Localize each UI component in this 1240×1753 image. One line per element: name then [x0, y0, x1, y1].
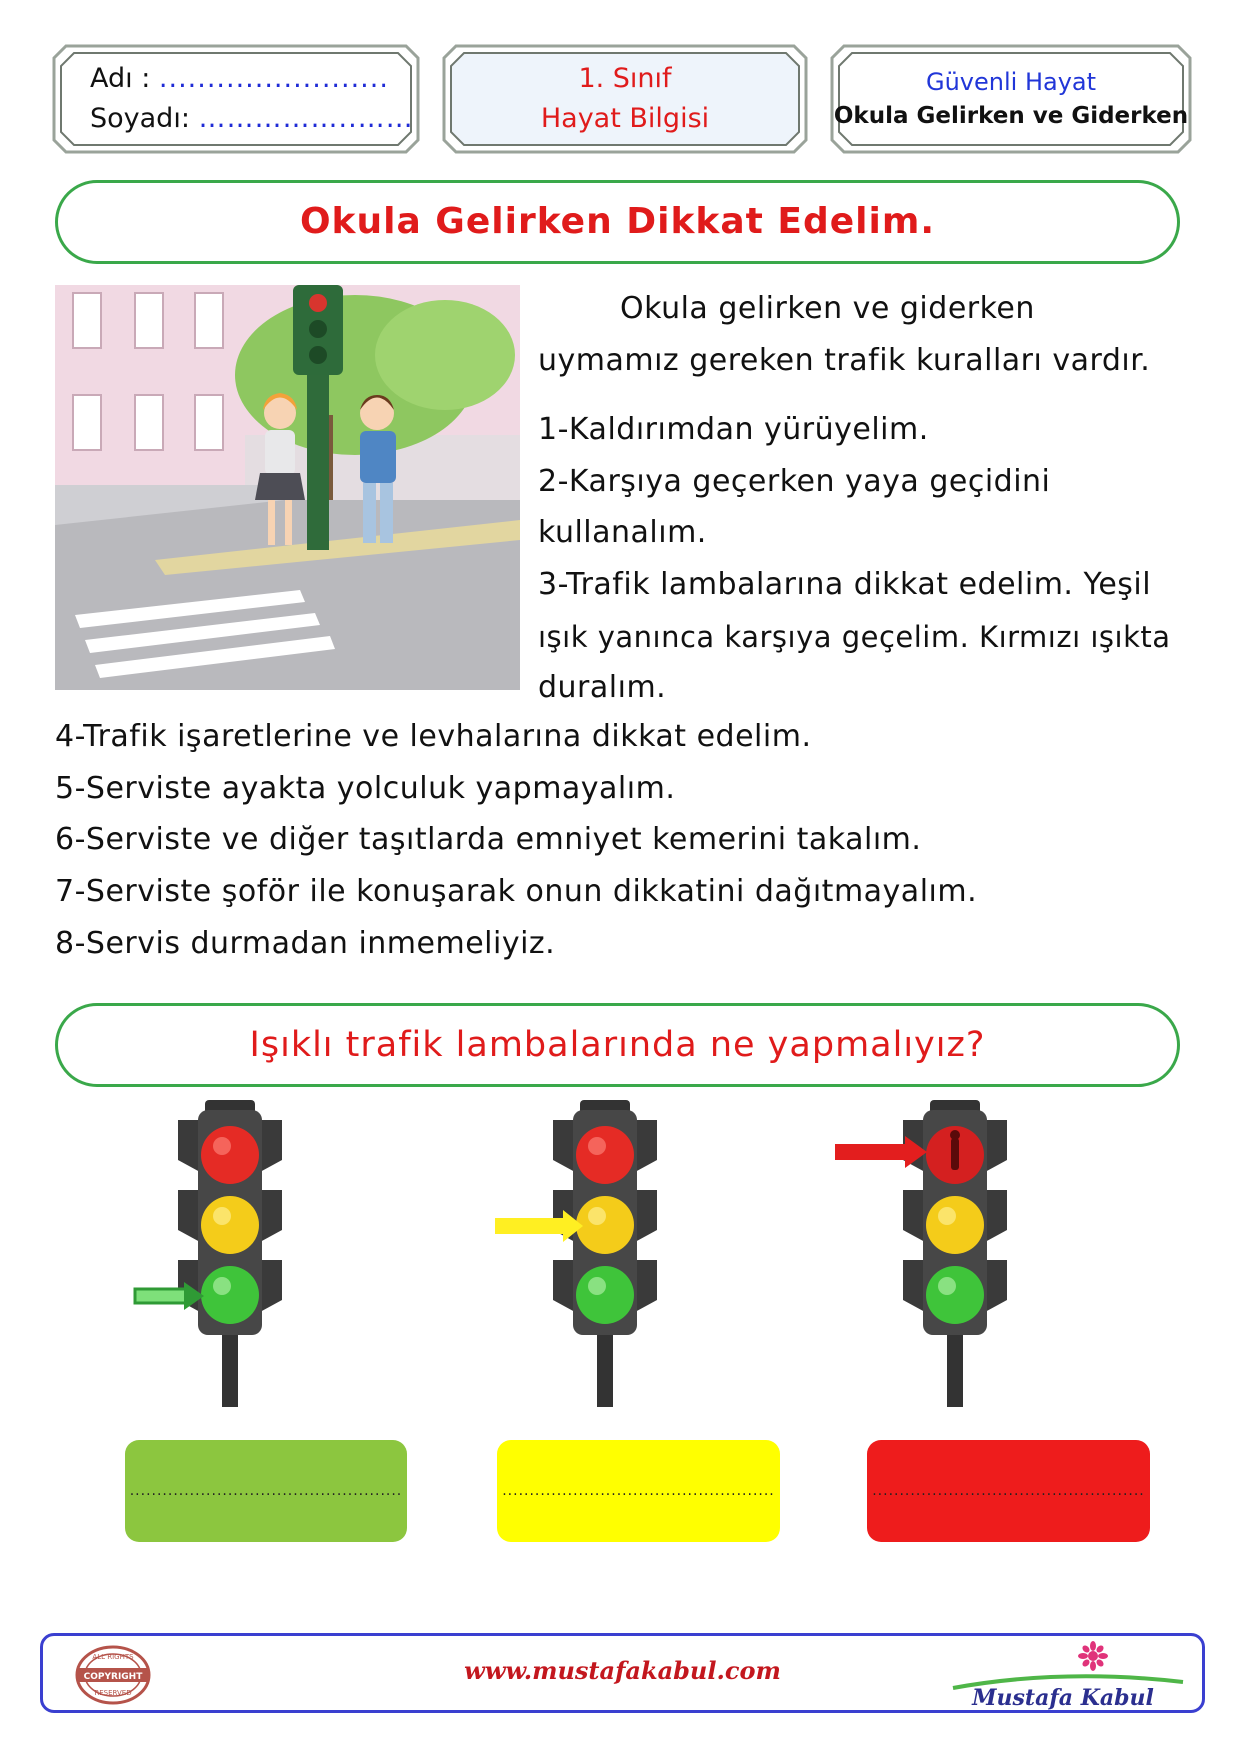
question-banner: Işıklı trafik lambalarında ne yapmalıyız? — [55, 1003, 1180, 1087]
rule-8: 8-Servis durmadan inmemeliyiz. — [55, 926, 556, 961]
page-title: Okula Gelirken Dikkat Edelim. — [55, 180, 1180, 264]
rule-1: 1-Kaldırımdan yürüyelim. — [538, 412, 929, 447]
intro-line-1: Okula gelirken ve giderken — [620, 291, 1035, 326]
unit-text: Güvenli Hayat — [925, 68, 1097, 96]
surname-dots: ……………..…… — [198, 103, 414, 134]
traffic-light-body — [553, 1100, 657, 1407]
student-name-frame — [52, 44, 420, 154]
rule-3-line-1: 3-Trafik lambalarına dikkat edelim. Yeşil — [538, 567, 1152, 602]
grade-subject-frame — [442, 44, 808, 154]
traffic-light-red-active — [835, 1100, 1065, 1410]
stamp-top-text: ALL RIGHTS — [92, 1653, 134, 1661]
stamp-bottom-text: RESERVED — [94, 1689, 132, 1697]
subject-text: Hayat Bilgisi — [540, 103, 710, 134]
traffic-light-body — [178, 1100, 282, 1407]
rule-3-line-3: duralım. — [538, 670, 667, 705]
stamp-mid-text: COPYRIGHT — [83, 1672, 143, 1682]
grade-text: 1. Sınıf — [578, 63, 672, 94]
answer-dots: .................................................. — [502, 1483, 775, 1499]
intro-line-2: uymamız gereken trafik kuralları vardır. — [538, 343, 1151, 378]
signature-text: Mustafa Kabul — [972, 1685, 1154, 1710]
topic-text: Okula Gelirken ve Giderken — [833, 103, 1189, 129]
rule-3-line-2: ışık yanınca karşıya geçelim. Kırmızı ışıkta — [538, 620, 1171, 654]
answer-dots: .................................................. — [872, 1483, 1145, 1499]
flower-icon — [1078, 1641, 1108, 1671]
surname-field[interactable] — [52, 99, 420, 139]
name-dots: ........................ — [158, 63, 389, 94]
name-label: Adı : — [90, 63, 151, 94]
signature-logo — [933, 1638, 1193, 1710]
website-link[interactable]: www.mustafakabul.com — [464, 1656, 781, 1685]
rule-6: 6-Serviste ve diğer taşıtlarda emniyet kemerini takalım. — [55, 822, 922, 857]
footer — [40, 1633, 1205, 1713]
street-crossing-illustration — [55, 285, 520, 690]
traffic-light-yellow-active — [495, 1100, 715, 1410]
rule-5: 5-Serviste ayakta yolculuk yapmayalım. — [55, 771, 676, 806]
surname-label: Soyadı: — [90, 103, 190, 134]
rule-4: 4-Trafik işaretlerine ve levhalarına dikkat edelim. — [55, 719, 812, 754]
answer-box-yellow[interactable] — [497, 1440, 780, 1542]
rule-2-line-1: 2-Karşıya geçerken yaya geçidini — [538, 464, 1051, 499]
answer-box-green[interactable] — [125, 1440, 407, 1542]
traffic-light-green-active — [120, 1100, 340, 1410]
rule-2-line-2: kullanalım. — [538, 515, 707, 550]
answer-dots: .................................................. — [129, 1483, 403, 1499]
answer-box-red[interactable] — [867, 1440, 1150, 1542]
unit-topic-frame — [830, 44, 1192, 154]
rule-7: 7-Serviste şoför ile konuşarak onun dikkatini dağıtmayalım. — [55, 874, 978, 909]
name-field[interactable] — [52, 59, 420, 99]
